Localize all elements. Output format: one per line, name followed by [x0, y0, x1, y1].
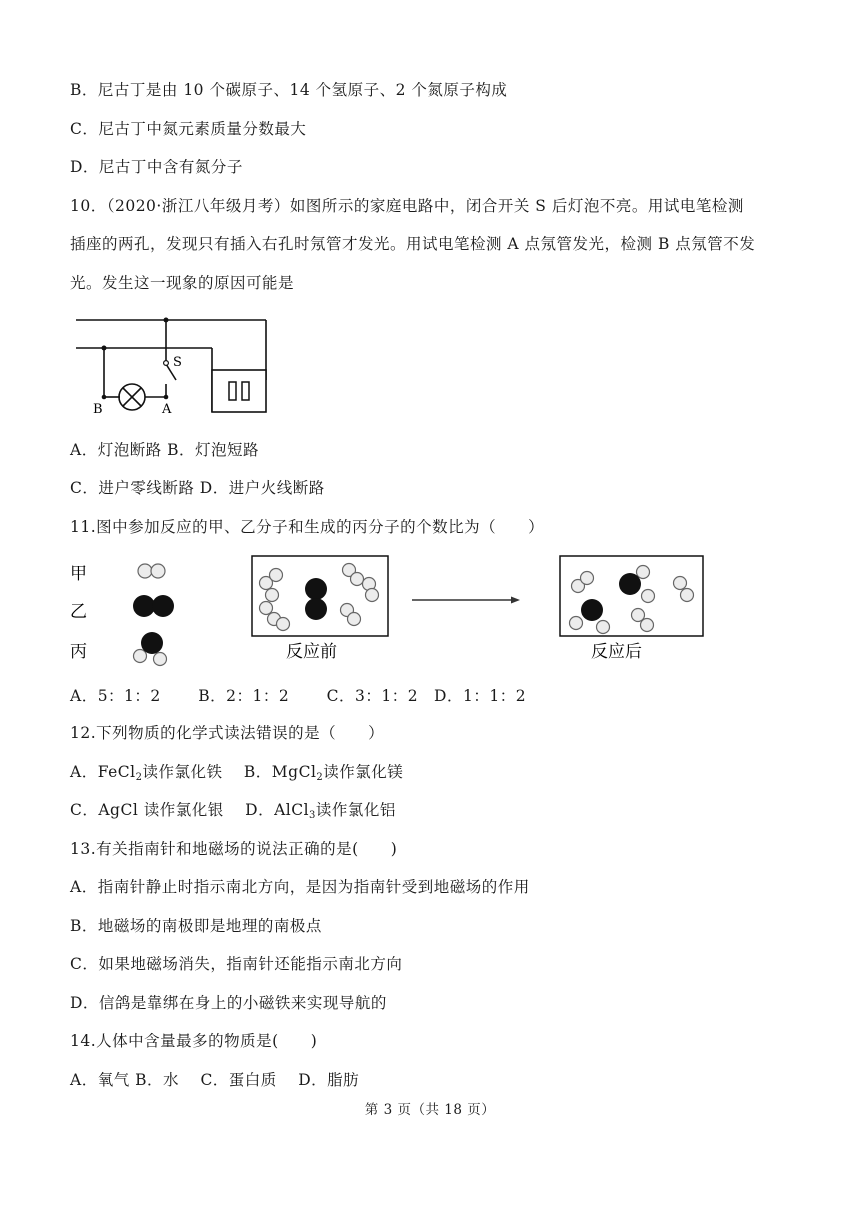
q13-stem: 13.有关指南针和地磁场的说法正确的是( ) [70, 840, 398, 858]
q12-a-pre: A．FeCl [70, 763, 136, 781]
legend-label-yi: 乙 [70, 602, 87, 622]
q10-stem-line3: 光。发生这一现象的原因可能是 [70, 274, 295, 292]
q10-stem-line2: 插座的两孔，发现只有插入右孔时氖管才发光。用试电笔检测 A 点氖管发光，检测 B 点氖管不发 [70, 235, 756, 253]
q10-options-ab: A．灯泡断路 B．灯泡短路 [70, 441, 260, 459]
q13-option-c: C．如果地磁场消失，指南针还能指示南北方向 [70, 955, 403, 973]
molecule-reaction-diagram [68, 553, 713, 671]
after-label: 反应后 [591, 642, 642, 662]
q12-d-sub: 3 [309, 810, 316, 821]
q12-c-pre: C．AgCl 读作氯化银 D．AlCl [70, 801, 310, 819]
q12-options-ab [70, 762, 403, 788]
before-label: 反应前 [286, 642, 337, 662]
q11-stem: 11.图中参加反应的甲、乙分子和生成的丙分子的个数比为（ ） [70, 518, 545, 536]
circuit-diagram [68, 312, 278, 422]
point-label-a: A [162, 402, 172, 417]
q10-stem-line1: 10．（2020·浙江八年级月考）如图所示的家庭电路中，闭合开关 S 后灯泡不亮。用试电笔检测 [70, 197, 744, 215]
q10-options-cd: C．进户零线断路 D．进户火线断路 [70, 479, 325, 497]
q12-a-post: 读作氯化铁 B．MgCl [142, 763, 317, 781]
q12-options-cd [70, 800, 396, 826]
q13-option-b: B．地磁场的南极即是地理的南极点 [70, 917, 322, 935]
page-footer: 第 3 页（共 18 页） [364, 1102, 496, 1118]
q9-option-b: B．尼古丁是由 10 个碳原子、14 个氢原子、2 个氮原子构成 [70, 81, 508, 99]
q14-options: A．氧气 B．水 C．蛋白质 D．脂肪 [70, 1071, 360, 1089]
switch-label-s: S [173, 355, 182, 370]
q9-option-c: C．尼古丁中氮元素质量分数最大 [70, 120, 307, 138]
q14-stem: 14.人体中含量最多的物质是( ) [70, 1032, 318, 1050]
q12-b-sub: 2 [316, 772, 324, 783]
legend-label-bing: 丙 [70, 642, 87, 662]
q12-stem: 12.下列物质的化学式读法错误的是（ ） [70, 724, 385, 742]
point-label-b: B [93, 402, 103, 417]
legend-label-jia: 甲 [70, 564, 87, 584]
q13-option-a: A．指南针静止时指示南北方向，是因为指南针受到地磁场的作用 [70, 878, 530, 896]
q11-options: A．5：1：2 B．2：1：2 C．3：1：2 D．1：1：2 [70, 687, 527, 705]
q9-option-d: D．尼古丁中含有氮分子 [70, 158, 243, 176]
q12-b-post: 读作氯化镁 [323, 763, 404, 781]
q12-a-sub: 2 [135, 772, 143, 783]
q12-d-post: 读作氯化铝 [315, 801, 396, 819]
q13-option-d: D．信鸽是靠绑在身上的小磁铁来实现导航的 [70, 994, 387, 1012]
